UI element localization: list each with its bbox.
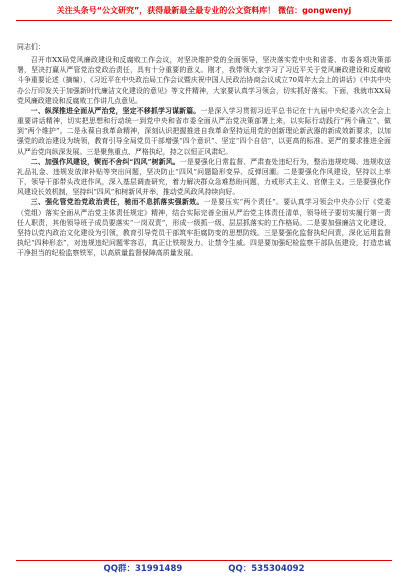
footer [0, 563, 408, 575]
footer-divider [16, 560, 392, 561]
header-divider [16, 20, 392, 21]
section-two [17, 157, 391, 198]
intro-paragraph: 召开市XX局党风廉政建设和反腐败工作会议，对坚决维护党的全面领导，坚决落实党中央和省委、市委各项决策部署，坚决打赢从严管党治党政治责任，具有十分重要的意义。刚才，我带领大家学习了习近平关于党风廉政建设和反腐败斗争重要论述（摘编），《习近平在中央政治局工作会议暨庆祝中国人民政治协商会议成立70周年大会上的讲话》《中共中央办公厅印发关于加强新时代廉洁文化建设的意见》等文件精神，大家要认真学习领会，切实抓好落实。下面，我就市XX局党风廉政建设和反腐败工作讲几点意见。 [17, 56, 391, 105]
section-three [17, 197, 391, 258]
promo-banner: 关注头条号“公文研究”，获得最新最全最专业的公文资料库！ 微信：gongwenyj [56, 6, 352, 15]
qq-number: QQ：535304092 [228, 564, 305, 574]
greeting: 同志们： [17, 43, 45, 51]
section-two-body: 一是要强化日常监督、严肃查处违纪行为，整治违规吃喝、违规收送礼品礼金、违规发放津补贴等突出问题，坚决防止“四风”问题隐形变异、反弹回潮。二是要强化作风建设，坚持以上率下，领导干部带头改进作风，深入基层调查研究，着力解决群众急难愁盼问题，力戒形式主义、官僚主义。三是要强化作风建设长效机制，坚持纠“四风”和树新风并举，推动党风政风持续向好。 [17, 157, 391, 197]
section-one [17, 106, 391, 157]
section-two-heading: 二、加强作风建设，锲而不舍纠“四风”树新风。 [30, 157, 180, 166]
section-one-heading: 一、纵深推进全面从严治党，坚定不移抓学习谋新篇。 [30, 106, 201, 115]
document-body [17, 42, 391, 558]
section-three-heading: 三、强化管党治党政治责任，驰而不息抓落实强新效。 [30, 198, 204, 207]
section-one-body: 一是深入学习贯彻习近平总书记在十九届中央纪委六次全会上重要讲话精神，切实把思想和行动统一到党中央和省市委全面从严治党决策部署上来，以实际行动践行“两个确立”、做到“两个维护”。二是永葆自我革命精神，深刻认识把握推进自我革命坚持运用党的创新理论新武器的新成效新要求，以加强党的政治建设为统领，教育引导全局党员干部增强“四个意识”、坚定“四个自信”，以更高的标准、更严的要求推进全面从严治党向纵深发展。三是聚焦重点、严格执纪，持之以恒正风肃纪。 [17, 106, 391, 156]
section-three-body: 一是要压实“两个责任”。要认真学习领会中央办公厅《党委（党组）落实全面从严治党主体责任规定》精神，结合实际完善全面从严治党主体责任清单，领导班子要切实履行第一责任人职责，其他领导班子成员要落实“一岗双责”，形成一级抓一级、层层抓落实的工作格局。二是要加强廉洁文化建设，坚持以党内政治文化建设为引领，教育引导党员干部筑牢拒腐防变的思想防线。三是要强化监督执纪问责，深化运用监督执纪“四种形态”，对违规违纪问题零容忍，真正让铁规发力、让禁令生威。四是要加强纪检监察干部队伍建设，打造忠诚干净担当的纪检监察铁军，以高质量监督保障高质量发展。 [17, 198, 391, 258]
qq-group: QQ群：31991489 [103, 564, 183, 574]
